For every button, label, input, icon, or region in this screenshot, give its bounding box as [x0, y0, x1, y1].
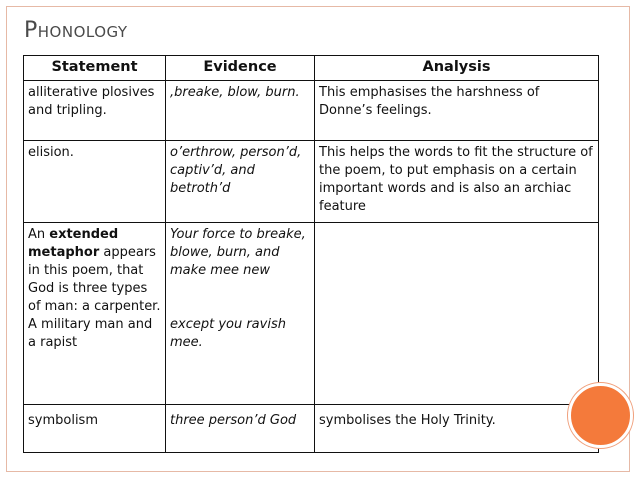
- statement-cell: symbolism: [24, 405, 166, 453]
- table-row: [24, 81, 599, 141]
- evidence-first: Your force to breake, blowe, burn, and make mee new: [170, 227, 306, 278]
- statement-cell: alliterative plosives and tripling.: [24, 81, 166, 141]
- statement-bold-metaphor: metaphor: [28, 245, 100, 260]
- table-row: [24, 223, 599, 405]
- evidence-cell: three person’d God: [166, 405, 315, 453]
- evidence-cell: [166, 223, 315, 405]
- statement-body: appears in this poem, that God is three types of man: a carpenter.: [28, 245, 161, 314]
- analysis-cell: This emphasises the harshness of Donne’s feelings.: [315, 81, 599, 141]
- statement-cell: elision.: [24, 141, 166, 223]
- analysis-cell: This helps the words to fit the structure of the poem, to put emphasis on a certain important words and is also an archiac feature: [315, 141, 599, 223]
- statement-cell: [24, 223, 166, 405]
- analysis-cell: [315, 223, 599, 405]
- evidence-cell: ,breake, blow, burn.: [166, 81, 315, 141]
- statement-prefix: An: [28, 227, 50, 242]
- analysis-cell: symbolises the Holy Trinity.: [315, 405, 599, 453]
- slide-title: Phonology: [24, 18, 128, 43]
- phonology-table: [23, 55, 599, 453]
- statement-extra: A military man and a rapist: [28, 317, 153, 350]
- header-evidence: Evidence: [166, 56, 315, 81]
- header-analysis: Analysis: [315, 56, 599, 81]
- table-row: [24, 405, 599, 453]
- statement-bold-extended: extended: [49, 227, 119, 242]
- evidence-second: except you ravish mee.: [170, 317, 286, 350]
- table-row: [24, 141, 599, 223]
- decorative-circle: [568, 383, 633, 448]
- header-statement: Statement: [24, 56, 166, 81]
- evidence-cell: o’erthrow, person’d, captiv’d, and betroth’d: [166, 141, 315, 223]
- evidence-gap: [170, 280, 310, 316]
- header-row: [24, 56, 599, 81]
